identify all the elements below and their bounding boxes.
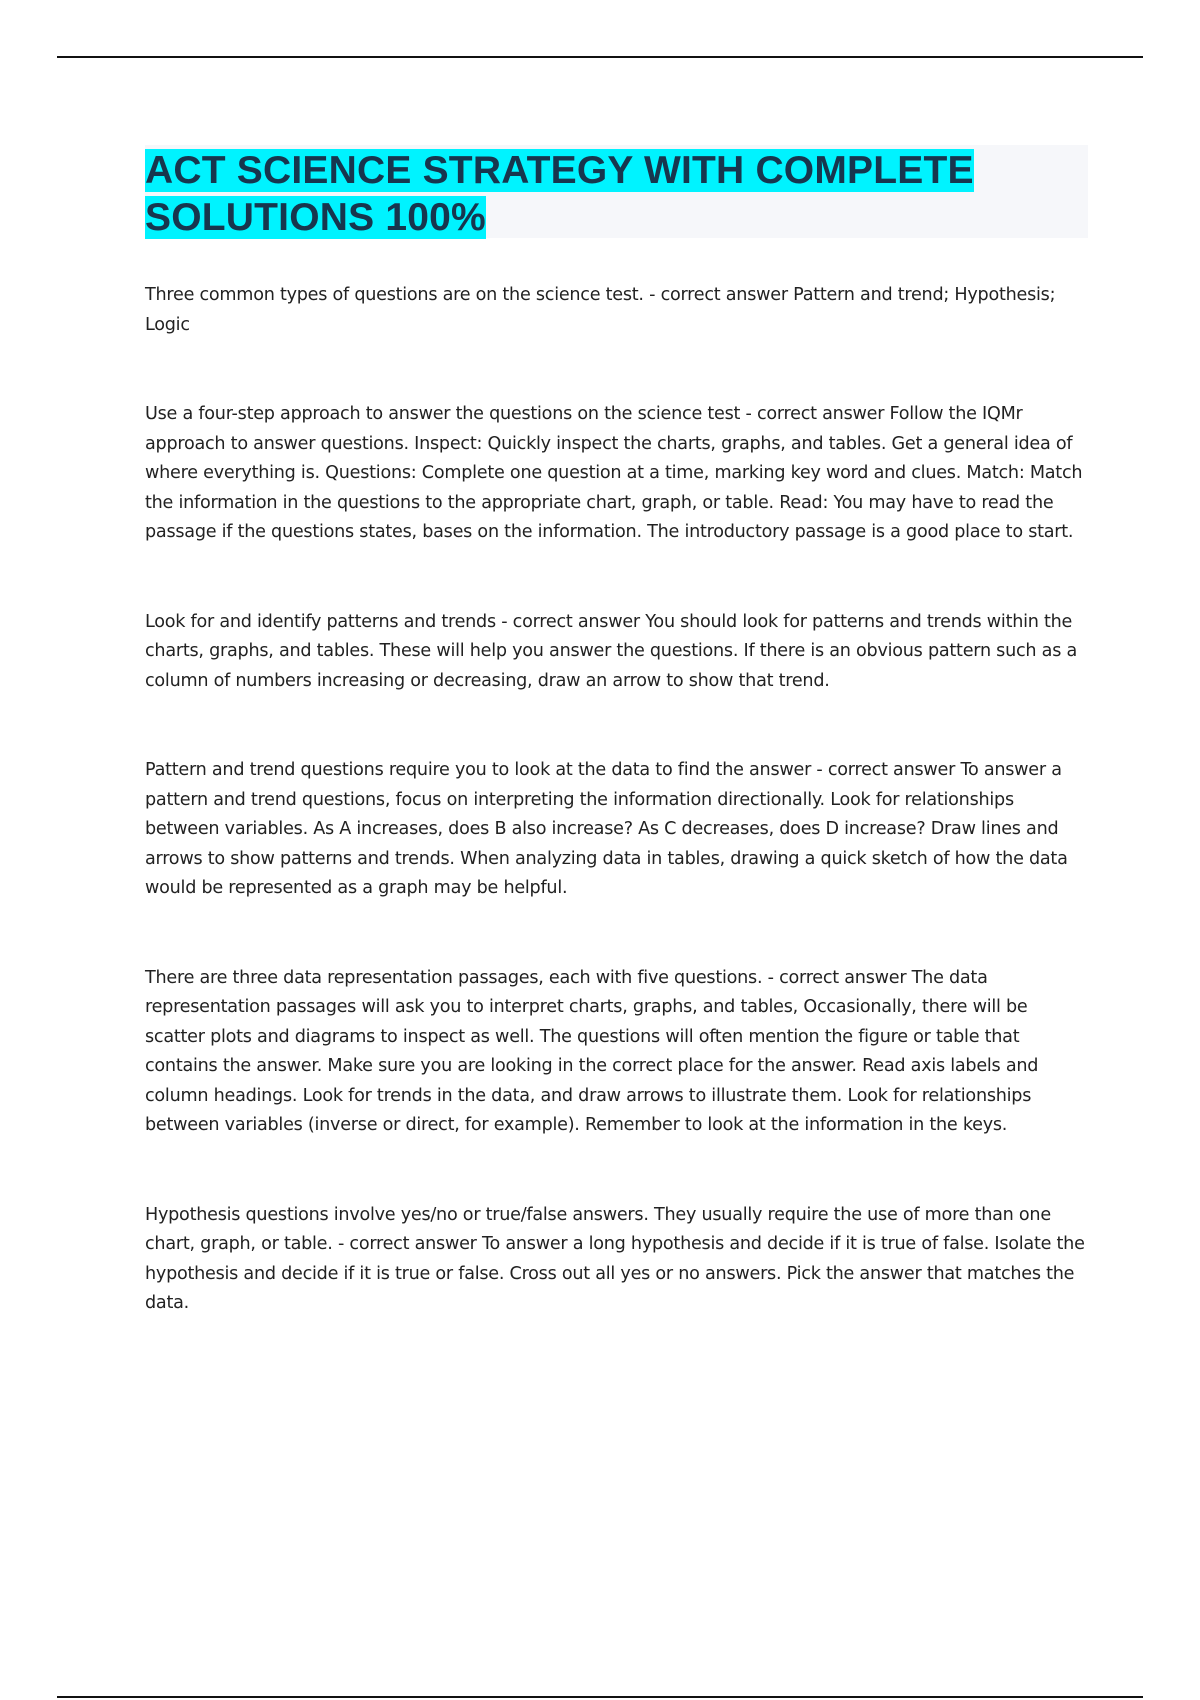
qa-answer: To answer a pattern and trend questions, focus on interpreting the information directionally. Look for relationships between variables. As A increases, does B also increase? As C decreases, does D increase? Draw lines and arrows to show patterns and trends. When analyzing data in tables, drawing a quick sketch of how the data would be represented as a graph may be helpful. bbox=[145, 760, 1068, 898]
title-highlight: ACT SCIENCE STRATEGY WITH COMPLETE SOLUTIONS 100% bbox=[145, 149, 974, 239]
qa-answer: The data representation passages will ask you to interpret charts, graphs, and tables, Occasionally, there will be scatter plots and diagrams to inspect as well. The questions will often mention the figure or table that contains the answer. Make sure you are looking in the correct place for the answer. Read axis labels and column headings. Look for trends in the data, and draw arrows to illustrate them. Look for relationships between variables (inverse or direct, for example). Remember to look at the information in the keys. bbox=[145, 967, 1039, 1135]
qa-entry bbox=[145, 964, 1090, 1141]
qa-question: Pattern and trend questions require you to look at the data to find the answer bbox=[145, 760, 812, 780]
document-title bbox=[145, 147, 1088, 241]
qa-answer: To answer a long hypothesis and decide if it is true of false. Isolate the hypothesis and decide if it is true or false. Cross out all yes or no answers. Pick the answer that matches the data. bbox=[145, 1234, 1085, 1313]
qa-question: Hypothesis questions involve yes/no or true/false answers. They usually require the use of more than one chart, graph, or table. bbox=[145, 1204, 1051, 1254]
qa-content bbox=[145, 281, 1090, 1379]
qa-separator: - correct answer bbox=[495, 611, 646, 632]
qa-entry bbox=[145, 400, 1090, 548]
qa-entry bbox=[145, 608, 1090, 697]
top-rule bbox=[57, 56, 1143, 58]
qa-entry bbox=[145, 281, 1090, 340]
qa-separator: - correct answer bbox=[740, 404, 890, 424]
qa-separator: - correct answer bbox=[811, 760, 961, 780]
qa-answer: You should look for patterns and trends within the charts, graphs, and tables. These will help you answer the questions. If there is an obvious pattern such as a column of numbers increasing or decreasing, draw an arrow to show that trend. bbox=[145, 611, 1077, 691]
qa-separator: - correct answer bbox=[643, 285, 794, 305]
bottom-rule bbox=[57, 1696, 1143, 1698]
qa-question: Three common types of questions are on the science test. bbox=[145, 285, 644, 305]
qa-answer: Pattern and trend; Hypothesis; Logic bbox=[145, 285, 1056, 335]
qa-answer: Follow the IQMr approach to answer questions. Inspect: Quickly inspect the charts, graphs, and tables. Get a general idea of where everything is. Questions: Complete one question at a time, marking key word and clues. Match: Match the information in the questions to the appropriate chart, graph, or table. Read: You may have to read the passage if the questions states, bases on the information. The introductory passage is a good place to start. bbox=[145, 404, 1083, 542]
qa-separator: - correct answer bbox=[762, 967, 912, 988]
qa-question: Look for and identify patterns and trends bbox=[145, 611, 496, 632]
qa-question: There are three data representation passages, each with five questions. bbox=[145, 967, 763, 988]
title-block bbox=[145, 145, 1088, 238]
qa-separator: - correct answer bbox=[332, 1234, 482, 1254]
qa-entry bbox=[145, 1201, 1090, 1319]
qa-entry bbox=[145, 756, 1090, 904]
qa-question: Use a four-step approach to answer the questions on the science test bbox=[145, 404, 741, 424]
